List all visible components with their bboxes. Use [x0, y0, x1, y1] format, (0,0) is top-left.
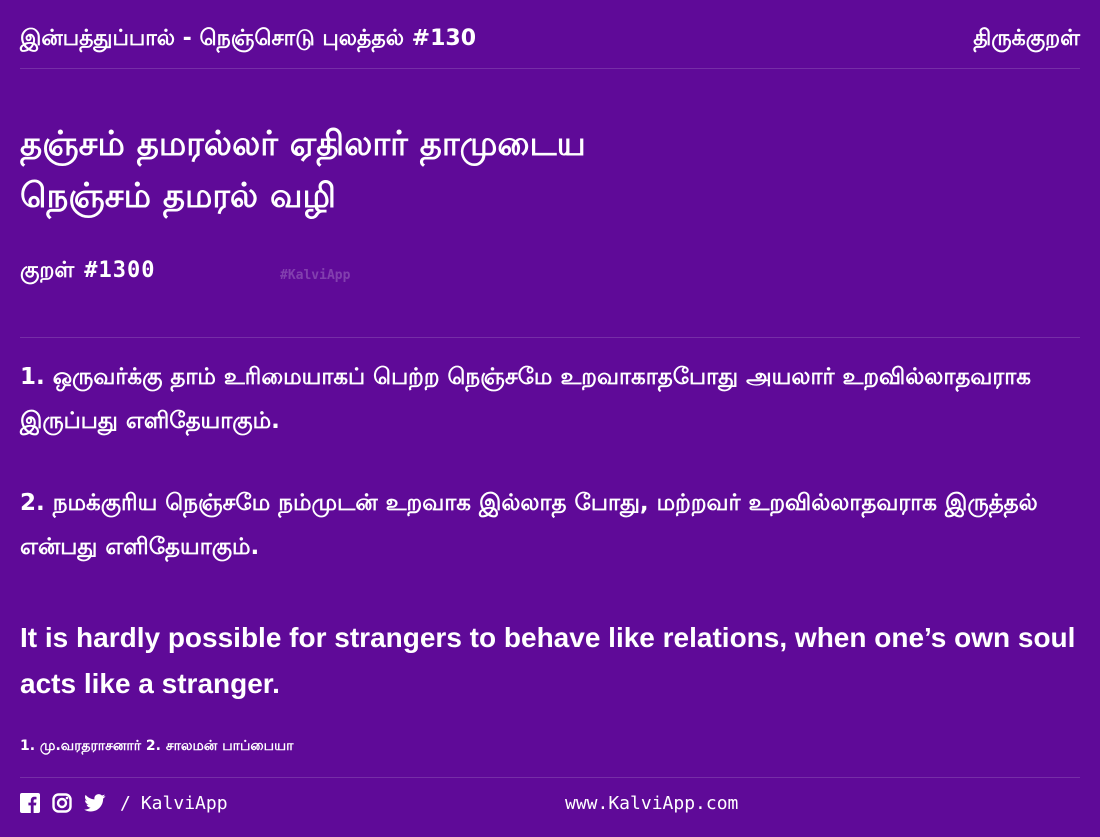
footer-url[interactable]: www.KalviApp.com [565, 792, 739, 814]
facebook-icon[interactable] [20, 793, 40, 813]
kural-line-1: தஞ்சம் தமரல்லர் ஏதிலார் தாமுடைய [20, 124, 586, 164]
header-divider [20, 68, 1080, 69]
footer-brand[interactable]: KalviApp [140, 792, 228, 814]
kural-number-value: #1300 [84, 258, 156, 283]
footer-separator: / [120, 792, 131, 814]
verse-divider [20, 337, 1080, 338]
kural-label: குறள் [20, 258, 75, 283]
footer-divider [20, 777, 1080, 778]
english-translation: It is hardly possible for strangers to behave like relations, when one’s own soul acts like a stranger. [20, 622, 1076, 699]
watermark: #KalviApp [280, 268, 351, 283]
explanation-2: 2. நமக்குரிய நெஞ்சமே நம்முடன் உறவாக இல்லாத போது, மற்றவர் உறவில்லாதவராக இருத்தல் என்பது எளிதேயாகும். [20, 490, 1038, 560]
tamil-explanations [20, 355, 1080, 607]
section-title: இன்பத்துப்பால் - நெஞ்சொடு புலத்தல் #130 [20, 26, 476, 51]
kural-verse [20, 118, 1080, 222]
social-icons [20, 793, 118, 813]
footer [20, 790, 1080, 816]
book-title: திருக்குறள் [973, 26, 1080, 51]
instagram-icon[interactable] [52, 793, 72, 813]
kural-line-2: நெஞ்சம் தமரல் வழி [20, 176, 336, 216]
credits: 1. மு.வரதராசனார் 2. சாலமன் பாப்பையா [20, 738, 294, 754]
header [20, 22, 1080, 58]
kural-number [20, 258, 155, 286]
card [20, 0, 1080, 837]
explanation-1: 1. ஒருவர்க்கு தாம் உரிமையாகப் பெற்ற நெஞ்சமே உறவாகாதபோது அயலார் உறவில்லாதவராக இருப்பது எளிதேயாகும். [20, 364, 1032, 434]
twitter-icon[interactable] [84, 794, 106, 812]
